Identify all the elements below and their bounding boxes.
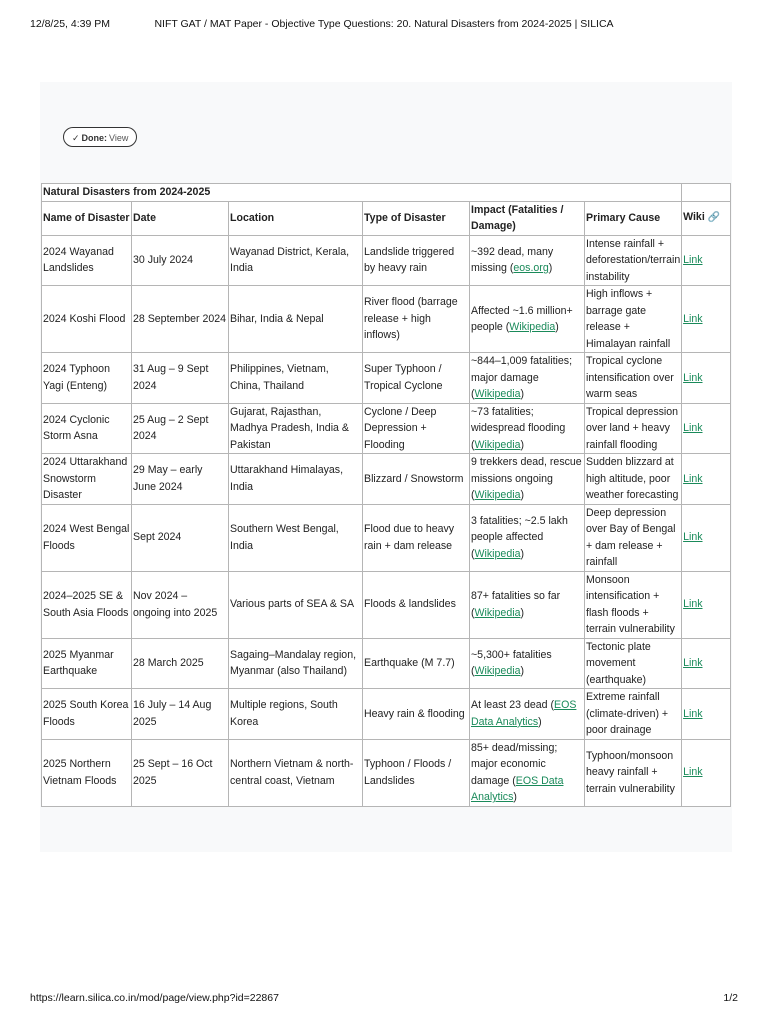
cell-wiki: [682, 571, 731, 638]
cell-location: Bihar, India & Nepal: [229, 286, 363, 353]
cell-name: 2024 Wayanad Landslides: [42, 235, 132, 286]
cell-name: 2025 Northern Vietnam Floods: [42, 739, 132, 806]
cell-date: 31 Aug – 9 Sept 2024: [132, 353, 229, 404]
table-row: [42, 571, 731, 638]
cell-name: 2024–2025 SE & South Asia Floods: [42, 571, 132, 638]
impact-suffix: ): [520, 606, 524, 619]
cell-impact: [470, 638, 585, 689]
impact-source-link[interactable]: Wikipedia: [474, 388, 521, 400]
impact-text: ~844–1,009 fatalities; major damage (: [471, 355, 573, 400]
impact-text: ~73 fatalities; widespread flooding (: [471, 405, 566, 451]
column-header-location: Location: [229, 201, 363, 235]
table-row: [42, 454, 731, 505]
impact-suffix: ): [520, 665, 524, 678]
table-row: [42, 638, 731, 689]
impact-text: 87+ fatalities so far (: [471, 590, 561, 619]
cell-impact: [470, 571, 585, 638]
table-caption: Natural Disasters from 2024-2025: [42, 184, 682, 202]
cell-wiki: [682, 286, 731, 353]
cell-type: Floods & landslides: [363, 571, 470, 638]
cell-location: Northern Vietnam & north-central coast, Vietnam: [229, 739, 363, 806]
table-header-row: [42, 201, 731, 235]
table-row: [42, 689, 731, 740]
table-row: [42, 235, 731, 286]
cell-impact: [470, 739, 585, 806]
link-icon: 🔗: [707, 212, 721, 224]
impact-text: ~5,300+ fatalities (: [471, 648, 552, 678]
cell-type: Landslide triggered by heavy rain: [363, 235, 470, 286]
cell-date: 16 July – 14 Aug 2025: [132, 689, 229, 740]
cell-cause: Sudden blizzard at high altitude, poor weather forecasting: [585, 454, 682, 505]
wiki-link[interactable]: Link: [683, 472, 703, 485]
cell-type: Flood due to heavy rain + dam release: [363, 504, 470, 571]
cell-type: Heavy rain & flooding: [363, 689, 470, 740]
cell-cause: Typhoon/monsoon heavy rainfall + terrain vulnerability: [585, 739, 682, 806]
wiki-link[interactable]: Link: [683, 766, 703, 779]
wiki-link[interactable]: Link: [683, 312, 703, 325]
impact-suffix: ): [520, 489, 524, 501]
page-content: [40, 82, 732, 852]
wiki-link[interactable]: Link: [683, 598, 703, 611]
cell-cause: Intense rainfall + deforestation/terrain instability: [585, 235, 682, 286]
cell-impact: [470, 235, 585, 286]
wiki-link[interactable]: Link: [683, 254, 703, 266]
column-header-name: Name of Disaster: [42, 201, 132, 235]
cell-wiki: [682, 403, 731, 454]
impact-suffix: ): [548, 262, 553, 275]
print-header: [30, 18, 738, 32]
table-row: [42, 286, 731, 353]
cell-wiki: [682, 504, 731, 571]
impact-source-link[interactable]: Wikipedia: [474, 665, 521, 678]
impact-text: ~392 dead, many missing (: [471, 245, 554, 275]
cell-cause: Monsoon intensification + flash floods + terrain vulnerability: [585, 571, 682, 638]
table-caption-row: [42, 184, 731, 202]
cell-location: Various parts of SEA & SA: [229, 571, 363, 638]
cell-date: 28 September 2024: [132, 286, 229, 353]
impact-suffix: ): [513, 791, 517, 803]
impact-source-link[interactable]: eos.org: [513, 262, 549, 275]
impact-text: At least 23 dead (: [471, 699, 555, 712]
wiki-link[interactable]: Link: [683, 422, 703, 434]
cell-name: 2024 Typhoon Yagi (Enteng): [42, 353, 132, 404]
cell-type: Super Typhoon / Tropical Cyclone: [363, 353, 470, 404]
wiki-link[interactable]: Link: [683, 657, 703, 669]
cell-impact: [470, 454, 585, 505]
cell-cause: Tectonic plate movement (earthquake): [585, 638, 682, 689]
cell-location: Sagaing–Mandalay region, Myanmar (also Thailand): [229, 638, 363, 689]
column-header-impact: Impact (Fatalities / Damage): [470, 201, 585, 235]
impact-source-link[interactable]: Wikipedia: [474, 547, 521, 560]
view-label: View: [109, 133, 129, 143]
column-header-wiki: [682, 201, 731, 235]
cell-cause: Tropical cyclone intensification over warm seas: [585, 353, 682, 404]
cell-wiki: [682, 235, 731, 286]
cell-date: 25 Sept – 16 Oct 2025: [132, 739, 229, 806]
column-header-date: Date: [132, 201, 229, 235]
wiki-link[interactable]: Link: [683, 707, 703, 720]
print-datetime: 12/8/25, 4:39 PM: [30, 18, 110, 30]
cell-impact: [470, 689, 585, 740]
cell-location: Southern West Bengal, India: [229, 504, 363, 571]
check-icon: ✓: [72, 133, 80, 143]
disasters-table-body: [42, 184, 731, 807]
wiki-link[interactable]: Link: [683, 371, 703, 384]
table-row: [42, 504, 731, 571]
impact-suffix: ): [538, 715, 542, 728]
cell-location: Gujarat, Rajasthan, Madhya Pradesh, India & Pakistan: [229, 403, 363, 454]
cell-type: Typhoon / Floods / Landslides: [363, 739, 470, 806]
done-label: Done:: [81, 133, 108, 143]
cell-name: 2025 South Korea Floods: [42, 689, 132, 740]
impact-text: 9 trekkers dead, rescue missions ongoing (: [471, 456, 582, 501]
cell-date: 29 May – early June 2024: [132, 454, 229, 505]
impact-source-link[interactable]: Wikipedia: [474, 438, 521, 451]
cell-date: 25 Aug – 2 Sept 2024: [132, 403, 229, 454]
impact-suffix: ): [520, 388, 524, 400]
cell-date: 30 July 2024: [132, 235, 229, 286]
print-page-title: NIFT GAT / MAT Paper - Objective Type Questions: 20. Natural Disasters from 2024-2025 | SILICA: [154, 18, 614, 30]
impact-source-link[interactable]: EOS Data Analytics: [471, 774, 564, 803]
impact-suffix: ): [520, 547, 524, 560]
table-row: [42, 353, 731, 404]
cell-location: Uttarakhand Himalayas, India: [229, 454, 363, 505]
cell-location: Multiple regions, South Korea: [229, 689, 363, 740]
impact-suffix: ): [520, 438, 524, 451]
cell-name: 2024 Koshi Flood: [42, 286, 132, 353]
table-caption-spacer: [682, 184, 731, 202]
completion-done-button[interactable]: [63, 127, 137, 147]
disasters-table: [41, 183, 731, 807]
wiki-link[interactable]: Link: [683, 531, 703, 544]
wiki-header-label: Wiki: [683, 211, 705, 224]
cell-name: 2024 Uttarakhand Snowstorm Disaster: [42, 454, 132, 505]
print-page-number: 1/2: [723, 992, 738, 1004]
table-row: [42, 403, 731, 454]
cell-name: 2024 West Bengal Floods: [42, 504, 132, 571]
cell-cause: Deep depression over Bay of Bengal + dam release + rainfall: [585, 504, 682, 571]
impact-text: Affected ~1.6 million+ people (: [471, 304, 573, 333]
cell-wiki: [682, 638, 731, 689]
impact-source-link[interactable]: Wikipedia: [474, 606, 521, 619]
cell-wiki: [682, 454, 731, 505]
cell-date: Sept 2024: [132, 504, 229, 571]
table-row: [42, 739, 731, 806]
column-header-type: Type of Disaster: [363, 201, 470, 235]
cell-date: Nov 2024 – ongoing into 2025: [132, 571, 229, 638]
cell-wiki: [682, 353, 731, 404]
impact-suffix: ): [555, 321, 559, 333]
cell-location: Philippines, Vietnam, China, Thailand: [229, 353, 363, 404]
impact-source-link[interactable]: Wikipedia: [474, 489, 521, 501]
cell-cause: Extreme rainfall (climate-driven) + poor drainage: [585, 689, 682, 740]
cell-wiki: [682, 689, 731, 740]
impact-text: 85+ dead/missing; major economic damage (: [471, 741, 558, 787]
print-footer: [30, 992, 738, 1006]
cell-impact: [470, 353, 585, 404]
cell-impact: [470, 286, 585, 353]
print-url: https://learn.silica.co.in/mod/page/view.php?id=22867: [30, 992, 279, 1004]
impact-text: 3 fatalities; ~2.5 lakh people affected (: [471, 514, 568, 560]
cell-name: 2024 Cyclonic Storm Asna: [42, 403, 132, 454]
cell-wiki: [682, 739, 731, 806]
cell-type: Cyclone / Deep Depression + Flooding: [363, 403, 470, 454]
cell-name: 2025 Myanmar Earthquake: [42, 638, 132, 689]
cell-impact: [470, 403, 585, 454]
cell-impact: [470, 504, 585, 571]
impact-source-link[interactable]: Wikipedia: [509, 321, 556, 333]
cell-type: River flood (barrage release + high inflows): [363, 286, 470, 353]
cell-cause: High inflows + barrage gate release + Himalayan rainfall: [585, 286, 682, 353]
cell-type: Earthquake (M 7.7): [363, 638, 470, 689]
cell-cause: Tropical depression over land + heavy rainfall flooding: [585, 403, 682, 454]
cell-date: 28 March 2025: [132, 638, 229, 689]
column-header-cause: Primary Cause: [585, 201, 682, 235]
cell-type: Blizzard / Snowstorm: [363, 454, 470, 505]
impact-source-link[interactable]: EOS Data Analytics: [471, 699, 577, 728]
cell-location: Wayanad District, Kerala, India: [229, 235, 363, 286]
